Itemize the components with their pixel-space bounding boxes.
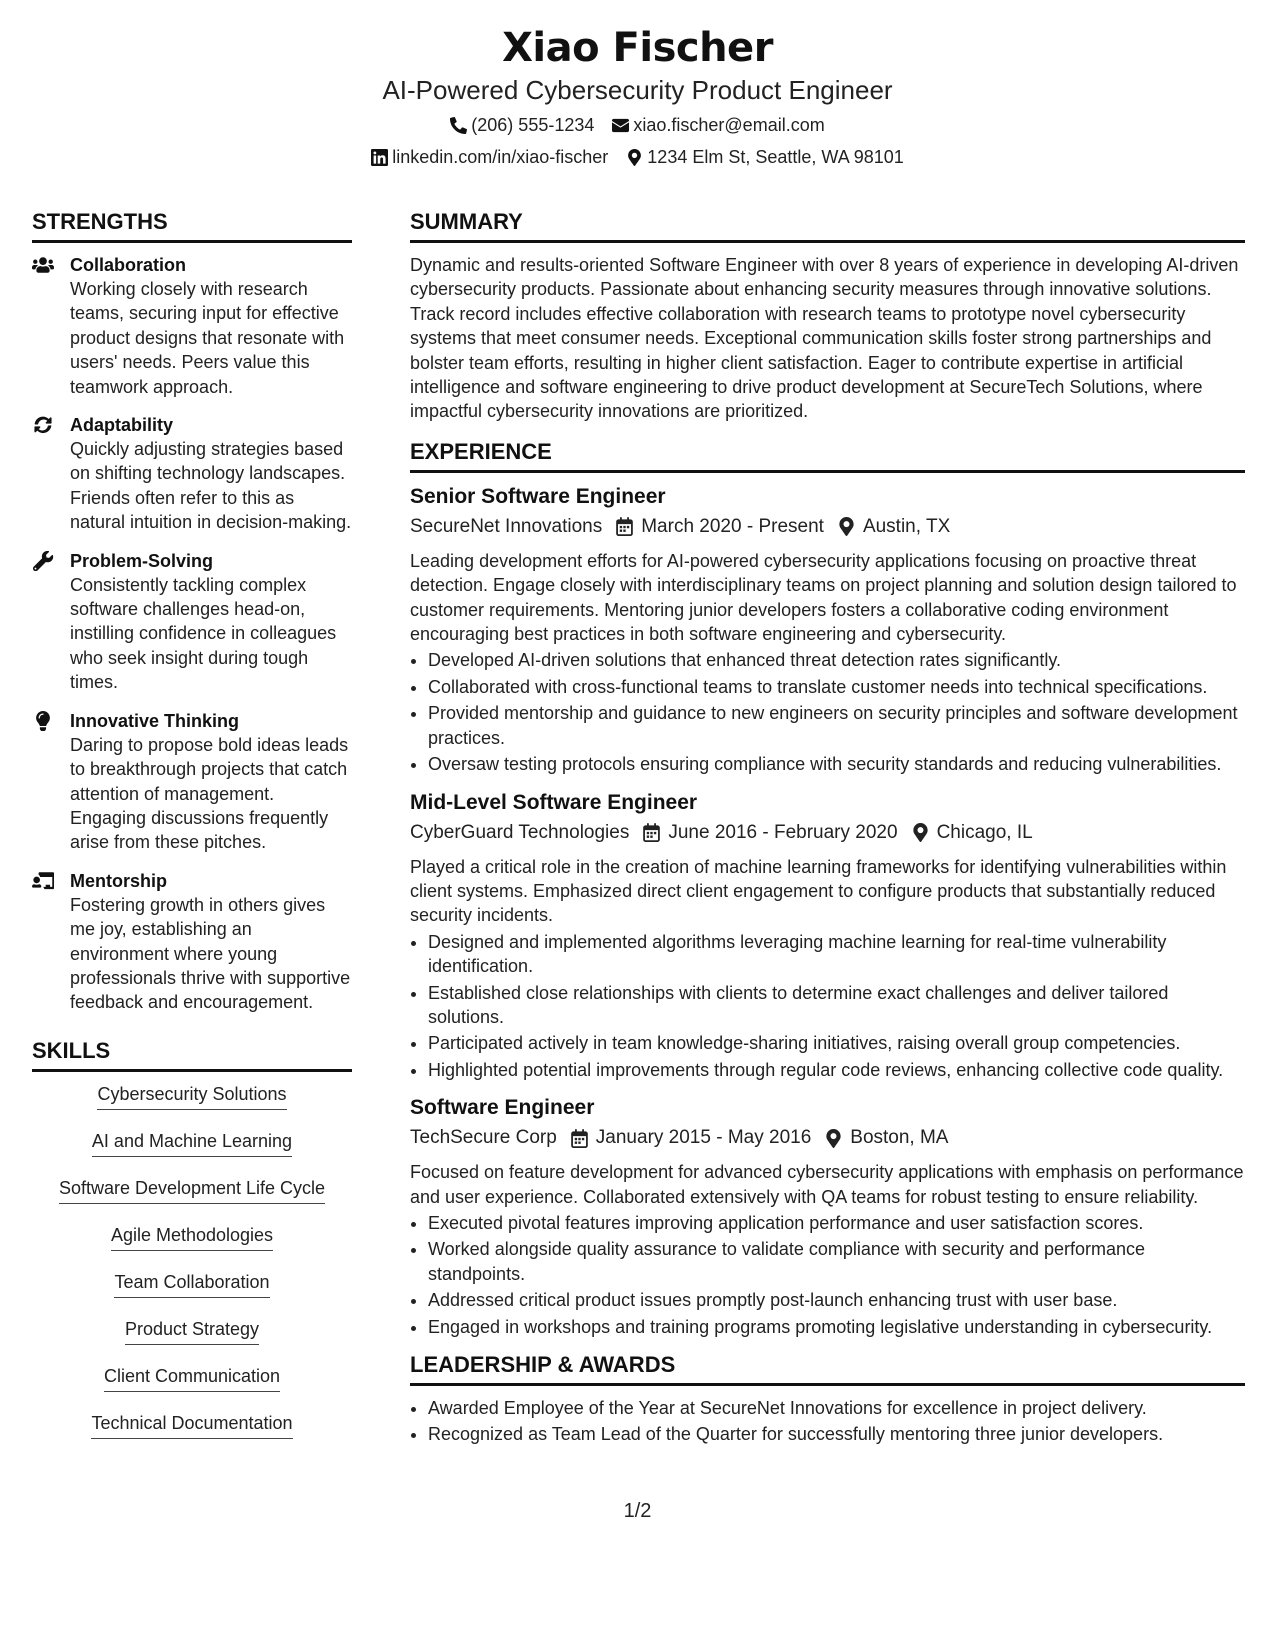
- job-bullet: • Oversaw testing protocols ensuring compliance with security standards and reducing vulnerabilities.: [428, 752, 1245, 776]
- job-bullet: • Participated actively in team knowledge-sharing initiatives, raising overall group competencies.: [428, 1031, 1245, 1055]
- job-entry: [410, 483, 1245, 777]
- job-meta: [410, 513, 1245, 541]
- phone-icon: [450, 117, 467, 134]
- skill-tag: Team Collaboration: [114, 1270, 269, 1298]
- linkedin-text: linkedin.com/in/xiao-fischer: [392, 147, 609, 167]
- envelope-icon: [612, 117, 629, 134]
- job-company: TechSecure Corp: [410, 1127, 557, 1149]
- right-column: [410, 208, 1245, 1449]
- job-bullet: • Established close relationships with clients to determine exact challenges and deliver tailored solutions.: [428, 981, 1245, 1030]
- skill-tag: Client Communication: [104, 1364, 280, 1392]
- job-bullet: • Addressed critical product issues promptly post-launch enhancing trust with user base.: [428, 1288, 1245, 1312]
- skill-tag: AI and Machine Learning: [92, 1129, 292, 1157]
- strength-item: [32, 253, 352, 399]
- strength-title: Adaptability: [70, 415, 174, 436]
- strength-title: Collaboration: [70, 255, 186, 275]
- strength-item: [32, 549, 352, 695]
- job-dates: March 2020 - Present: [641, 515, 824, 537]
- summary-text: Dynamic and results-oriented Software Engineer with over 8 years of experience in developing AI-driven cybersecurity products. Passionate about enhancing security measures through innovative solutions. Track record includes effective collaboration with research teams to prototype novel cybersecurity systems that meet consumer needs. Exceptional communication skills foster strong partnerships and bolster team efforts, resulting in higher client satisfaction. Eager to contribute expertise in artificial intelligence and software engineering to drive product development at SecureTech Solutions, where impactful cybersecurity innovations are prioritized.: [410, 255, 1239, 422]
- job-bullet: • Collaborated with cross-functional teams to translate customer needs into technical specifications.: [428, 675, 1245, 699]
- left-column: [32, 208, 352, 1458]
- job-entry: [410, 789, 1245, 1083]
- sync-icon: [32, 415, 54, 435]
- job-bullet: • Highlighted potential improvements through regular code reviews, enhancing collective code quality.: [428, 1058, 1245, 1082]
- job-location: Boston, MA: [850, 1127, 949, 1149]
- page-number: 1/2: [623, 1500, 652, 1522]
- job-bullet: • Designed and implemented algorithms leveraging machine learning for real-time vulnerability identification.: [428, 930, 1245, 979]
- contact-address: [626, 145, 903, 169]
- strength-item: [32, 413, 352, 535]
- job-desc: Focused on feature development for advanced cybersecurity applications with emphasis on performance and user experience. Collaborated extensively with QA teams for robust testing to ensure reliability.: [410, 1162, 1244, 1207]
- award-bullet: • Recognized as Team Lead of the Quarter for successfully mentoring three junior developers.: [428, 1422, 1245, 1446]
- job-meta: [410, 819, 1245, 847]
- strength-desc: Working closely with research teams, securing input for effective product designs that resonate with users' needs. Peers value this teamwork approach.: [70, 279, 345, 397]
- job-location: Chicago, IL: [936, 821, 1033, 843]
- award-bullet: • Awarded Employee of the Year at SecureNet Innovations for excellence in project delivery.: [428, 1396, 1245, 1420]
- job-bullet: • Worked alongside quality assurance to validate compliance with security and performance standpoints.: [428, 1237, 1245, 1286]
- job-bullets: [410, 1211, 1245, 1339]
- calendar-icon: [616, 517, 633, 536]
- job-dates: June 2016 - February 2020: [668, 821, 898, 843]
- skill-tag: Software Development Life Cycle: [59, 1176, 325, 1204]
- calendar-icon: [571, 1129, 588, 1148]
- map-marker-icon: [825, 1129, 842, 1148]
- job-desc: Leading development efforts for AI-powered cybersecurity applications focusing on proactive threat detection. Engage closely with interdisciplinary teams on project planning and solution design tailored to customer requirements. Mentoring junior developers fosters a collaborative coding environment encouraging best practices in both software engineering and cybersecurity.: [410, 550, 1237, 645]
- job-bullet: • Provided mentorship and guidance to new engineers on security principles and software development practices.: [428, 701, 1245, 750]
- candidate-title: AI-Powered Cybersecurity Product Engineer: [382, 75, 893, 105]
- skill-tag: Agile Methodologies: [111, 1223, 273, 1251]
- skills-heading: SKILLS: [32, 1037, 352, 1072]
- contact-row-1: [0, 113, 1275, 137]
- strength-title: Innovative Thinking: [70, 710, 240, 731]
- job-bullet: • Executed pivotal features improving application performance and user satisfaction scores.: [428, 1211, 1245, 1235]
- map-marker-icon: [838, 517, 855, 536]
- job-entry: [410, 1094, 1245, 1339]
- linkedin-icon: [371, 149, 388, 166]
- wrench-icon: [32, 551, 54, 571]
- strength-item: [32, 709, 352, 855]
- summary-heading: SUMMARY: [410, 208, 1245, 243]
- job-title: Mid-Level Software Engineer: [410, 790, 698, 814]
- job-title: Senior Software Engineer: [410, 484, 666, 508]
- contact-linkedin[interactable]: [371, 145, 608, 169]
- users-icon: [32, 255, 54, 275]
- strength-title: Mentorship: [70, 870, 167, 891]
- email-text: xiao.fischer@email.com: [633, 115, 825, 135]
- experience-heading: EXPERIENCE: [410, 438, 1245, 473]
- job-desc: Played a critical role in the creation of machine learning frameworks for identifying vulnerabilities within client systems. Emphasized direct client engagement to configure products that substantially reduced security incidents.: [410, 856, 1227, 926]
- strengths-heading: STRENGTHS: [32, 208, 352, 243]
- job-bullet: • Developed AI-driven solutions that enhanced threat detection rates significantly.: [428, 648, 1245, 672]
- phone-text: (206) 555-1234: [471, 115, 595, 135]
- strength-item: [32, 869, 352, 1015]
- candidate-name: Xiao Fischer: [502, 25, 773, 71]
- job-company: SecureNet Innovations: [410, 515, 603, 537]
- calendar-icon: [643, 823, 660, 842]
- teacher-icon: [32, 871, 54, 891]
- lightbulb-icon: [32, 711, 54, 731]
- contact-email[interactable]: [612, 113, 824, 137]
- job-meta: [410, 1124, 1245, 1152]
- job-bullets: [410, 648, 1245, 776]
- skill-tag: Technical Documentation: [91, 1411, 292, 1439]
- contact-row-2: [0, 145, 1275, 169]
- job-company: CyberGuard Technologies: [410, 821, 630, 843]
- address-text: 1234 Elm St, Seattle, WA 98101: [647, 147, 904, 167]
- job-bullet: • Engaged in workshops and training programs promoting legislative understanding in cybersecurity.: [428, 1315, 1245, 1339]
- job-title: Software Engineer: [410, 1096, 595, 1120]
- strength-desc: Consistently tackling complex software challenges head-on, instilling confidence in colleagues who seek insight during tough times.: [70, 574, 337, 693]
- strength-desc: Fostering growth in others gives me joy, establishing an environment where young professionals thrive with supportive feedback and encouragement.: [70, 894, 351, 1013]
- skill-tag: Cybersecurity Solutions: [97, 1082, 286, 1110]
- leadership-bullets: [410, 1396, 1245, 1447]
- job-bullets: [410, 930, 1245, 1082]
- strength-desc: Quickly adjusting strategies based on shifting technology landscapes. Friends often refer to this as natural intuition in decision-making.: [70, 439, 352, 533]
- skill-tag: Product Strategy: [125, 1317, 259, 1345]
- job-dates: January 2015 - May 2016: [595, 1127, 812, 1149]
- map-marker-icon: [912, 823, 929, 842]
- job-location: Austin, TX: [862, 515, 951, 537]
- leadership-heading: LEADERSHIP & AWARDS: [410, 1351, 1245, 1386]
- contact-phone[interactable]: [450, 113, 594, 137]
- skills-list: [32, 1082, 352, 1458]
- map-marker-icon: [626, 149, 643, 166]
- strength-desc: Daring to propose bold ideas leads to breakthrough projects that catch attention of management. Engaging discussions frequently arise from these pitches.: [70, 734, 349, 853]
- strength-title: Problem-Solving: [70, 550, 214, 571]
